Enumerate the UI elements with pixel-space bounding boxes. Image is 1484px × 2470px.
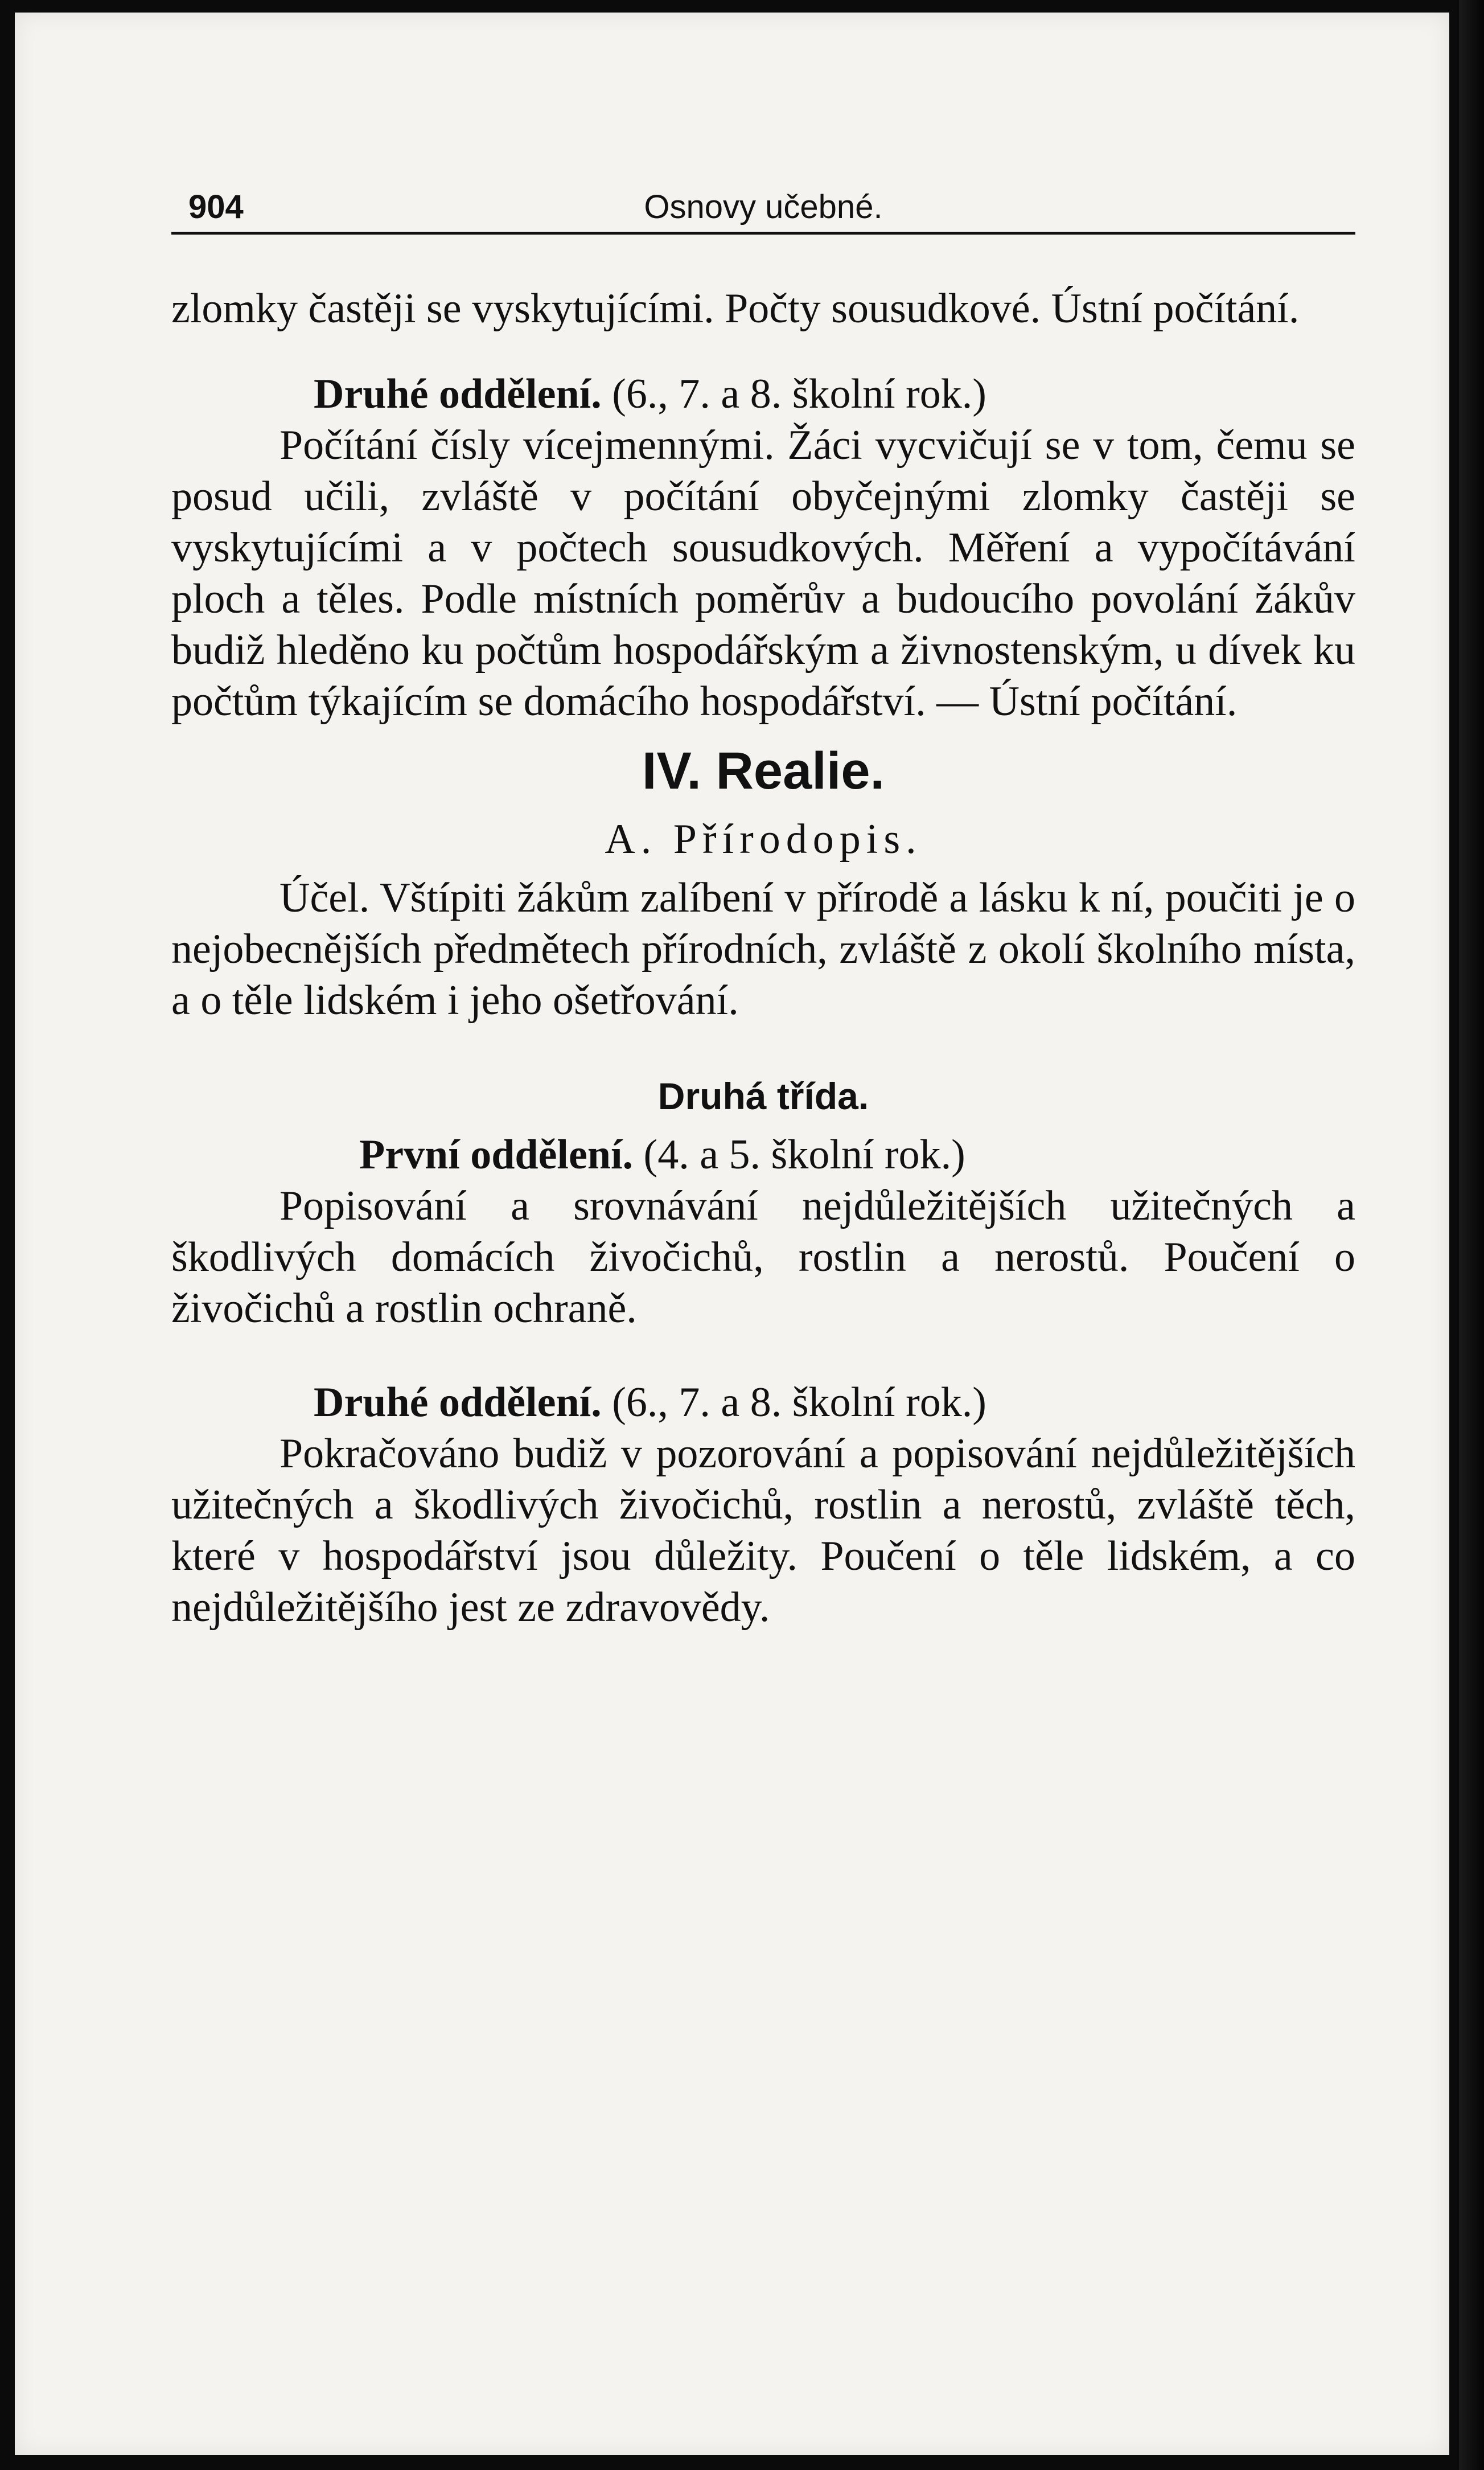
second-division-heading-label: Druhé oddělení. [314, 1379, 602, 1426]
second-division-heading-years: (6., 7. a 8. školní rok.) [612, 1379, 986, 1426]
first-division-heading-years: (4. a 5. školní rok.) [643, 1131, 965, 1178]
first-division-heading-label: První oddělení. [359, 1131, 634, 1178]
section-title: IV. Realie. [642, 742, 885, 800]
second-division-math-paragraph: Počítání čísly vícejmennými. Žáci vycvičují se v tom, čemu se posud učili, zvláště v počítání obyčejnými zlomky častěji se vyskytujícími a v počtech sousudkových. Měření a vypočítávání ploch a těles. Podle místních poměrův a budoucího povolání žákův budiž hleděno ku počtům hospodářským a živnostenským, u dívek ku počtům týkajícím se domácího hospodářství. — Ústní počítání. [171, 422, 1355, 725]
second-division-math-heading [171, 368, 1355, 420]
running-title: Osnovy učebné. [644, 188, 883, 225]
second-division-heading [171, 1377, 1355, 1428]
first-division-paragraph: Popisování a srovnávání nejdůležitějších užitečných a škodlivých domácích živočichů, rostlin a nerostů. Poučení o živočichů a rostlin ochraně. [171, 1183, 1355, 1332]
second-division-math-heading-label: Druhé oddělení. [314, 371, 602, 417]
goal-paragraph: Účel. Vštípiti žákům zalíbení v přírodě a lásku k ní, poučiti je o nejobecnějších předmětech přírodních, zvláště z okolí školního místa, a o těle lidském i jeho ošetřování. [171, 875, 1355, 1024]
page-content [171, 178, 1355, 1633]
book-page [15, 13, 1449, 2455]
page-header [171, 178, 1355, 235]
book-spine-edge [1459, 0, 1484, 2470]
subsection-title: A. Přírodopis. [605, 816, 922, 863]
second-division-math-heading-years: (6., 7. a 8. školní rok.) [612, 371, 986, 417]
second-division-paragraph: Pokračováno budiž v pozorování a popisování nejdůležitějších užitečných a škodlivých živočichů, rostlin a nerostů, zvláště těch, které v hospodářství jsou důležity. Poučení o těle lidském, a co nejdůležitějšího jest ze zdravovědy. [171, 1430, 1355, 1631]
first-division-heading [171, 1129, 1355, 1180]
intro-paragraph: zlomky častěji se vyskytujícími. Počty sousudkové. Ústní počítání. [171, 285, 1300, 332]
class-title: Druhá třída. [657, 1075, 869, 1117]
page-number: 904 [188, 188, 244, 225]
